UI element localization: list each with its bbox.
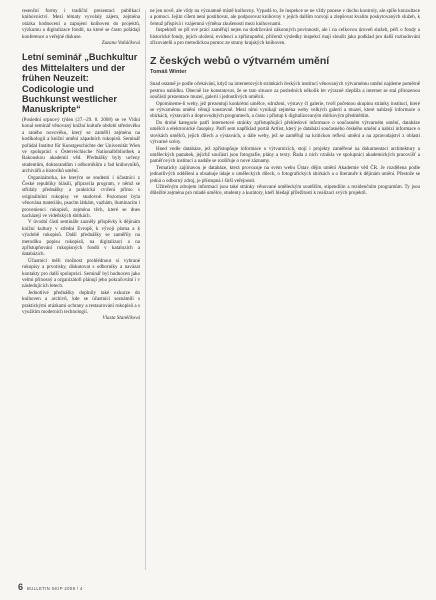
column-divider xyxy=(145,10,146,570)
left-column xyxy=(22,8,140,578)
left-paragraph: Jednotlivé přednášky doplnily také exkurze do knihoven a archivů, kde se účastníci seznámili s praktickými otázkami ochrany a restaurování rukopisů a s využitím moderních technologií. xyxy=(22,289,140,316)
right-paragraph: Hned vedle databáze, jež zpřístupňuje informace o výtvarnících, stojí i projekty zaměřené na dokumentaci architektury a uměleckých památek, jejichž součástí jsou fotografie, plány a texty. Řada z nich vznikla ve spolupráci akademických pracovišť a paměťových institucí a nadále se rozšiřuje o nové záznamy. xyxy=(150,145,420,165)
right-article-heading: Z českých webů o výtvarném umění xyxy=(150,55,330,68)
right-top-paragraph: ne jen nově, ale vždy na významně místě knihovny. Vypadá to, že inspekce se ne vždy ponese v duchu kontroly, ale spíše konzultace a pomoci. Jejím cílem není postihovat, ale podporovat knihovny v jejich dalším rozvoji a zlepšovat kvalitu poskytovaných služeb, k čemuž přispívá i vzájemná výměna zkušeností mezi knihovnami. xyxy=(150,8,420,27)
right-paragraph: Opomineme-li weby, jež prezentují konkrétní umělce, sdružení, výstavy či galerie, tvoří početnou skupinu stránky institucí, které se výtvarnému umění věnují soustavně. Mezi nimi vynikají zejména weby velkých galerií a muzeí, které nabízejí informace o sbírkách, výstavách a doprovodných programech, a často i přístup k digitalizovaným sbírkovým předmětům. xyxy=(150,100,420,120)
page-footer xyxy=(18,582,83,592)
left-article-signature: Vlasta Staněčková xyxy=(102,315,140,322)
right-paragraph: Do druhé kategorie patří internetové stránky zpřístupňující přehledové informace o současném výtvarném umění, databáze umělců a elektronické časopisy. Patří sem například portál Artlist, který je databází současného českého umění a nabízí informace o stovkách umělců, jejich dílech a výstavách, a dále weby, jež se zaměřují na kritickou reflexi umění a na zpravodajství z oblasti výtvarné scény. xyxy=(150,119,420,146)
left-paragraph: V úvodní části semináře zazněly příspěvky k dějinám knižní kultury v střední Evropě, k vývoji písma a k výzdobě rukopisů. Další přednášky se zaměřily na metodiku popisu rukopisů, na digitalizaci a na zpřístupňování rukopisných fondů v katalozích a databázích. xyxy=(22,219,140,258)
right-paragraph: Užitečným zdrojem informací jsou také stránky věnované uměleckým soutěžím, stipendiím a rezidenčním programům. Ty jsou důležité zejména pro mladé umělce, studenty a kurátory, kteří hledají příležitosti k realizaci svých projektů. xyxy=(150,183,420,197)
left-paragraph: Organizátorka, ke kterým se studenti i účastníci z České republiky hlásili, připravila program, v němž se střídaly přednášky a praktická cvičení přímo s originálními rukopisy ve studovně. Pozornost byla věnována materiálu, psacím látkám, vazbám, iluminacím i provenienci rukopisů, zejména těch, které se dnes nacházejí ve vídeňských sbírkách. xyxy=(22,174,140,219)
left-paragraph: Účastníci měli možnost prohlédnout si vybrané rukopisy a prvotisky, diskutovat s odborníky a navázat kontakty pro další spolupráci. Seminář byl hodnocen jako velmi přínosný a organizátoři plánují jeho pokračování i v následujících letech. xyxy=(22,257,140,290)
page-number: 6 xyxy=(18,582,24,592)
left-intro-paragraph: resenční formy i tradiční prezentaci publikací knihovnictví. Mezi tématy vyvolaly zájem, zejména otázka hodnocení a zapojení knihoven do projektů, výzkumu a digitalizace fondů, na které se často pořádají konference a veřejné diskuse. xyxy=(22,8,140,40)
left-intro-signature: Zuzana Vaňáčková xyxy=(101,40,140,47)
running-head: BULLETIN SKIP 2008 / 4 xyxy=(27,586,83,591)
left-paragraph: (Poslední srpnový týden (27.–29. 8. 2008) se ve Vídni konal seminář věnovaný knižní kultuře období středověku a raného novověku, který se zaměřil zejména na kodikologii a knižní umění západních rukopisů. Seminář pořádal Institut für Kunstgeschichte der Universität Wien ve spolupráci s Österreichische Nationalbibliothek a Rakouskou akademií věd. Přednášky byly určeny studentům, doktorandům i odborníkům z řad knihovníků, archivářů a historiků umění. xyxy=(22,116,140,175)
article-author: Tomáš Winter xyxy=(150,69,187,76)
left-article-heading: Letní seminář „Buchkultur des Mittelalters und der frühen Neuzeit: Codicologie und Buchkunst westlicher Manuskripte“ xyxy=(22,52,138,115)
right-paragraph: Snad ostatně je podle očekávání, když na internetových stránkách českých institucí věnovaných výtvarnému umění najdeme poměrně pestrou nabídku. Obecně lze konstatovat, že se tato situace za posledních několik let výrazně zlepšila a internet se stal přirozenou součástí prezentace muzeí, galerií i jednotlivých umělců. xyxy=(150,81,420,101)
right-top-paragraph: Inspektoři se při své práci zaměřují nejen na dodržování zákonných povinností, ale i na celkovou úroveň služeb, péči o fondy a historické fondy, jejich uložení, evidenci a zpřístupnění, přičemž výsledky inspekcí mají sloužit jako podklad pro další rozhodování zřizovatelů a pro metodickou pomoc ze strany krajských knihoven. xyxy=(150,27,420,47)
right-column xyxy=(150,8,420,578)
right-paragraph: Tematicky zajímavou je databáze, která provozuje na svém webu Ústav dějin umění Akademie věd ČR. Je rozdělena podle jednotlivých oddělení a obsahuje údaje o uměleckých dílech, o fotografických sbírkách a o literatuře k dějinám umění. Přestože se jedná o odborný zdroj, je přístupná i širší veřejnosti. xyxy=(150,164,420,184)
